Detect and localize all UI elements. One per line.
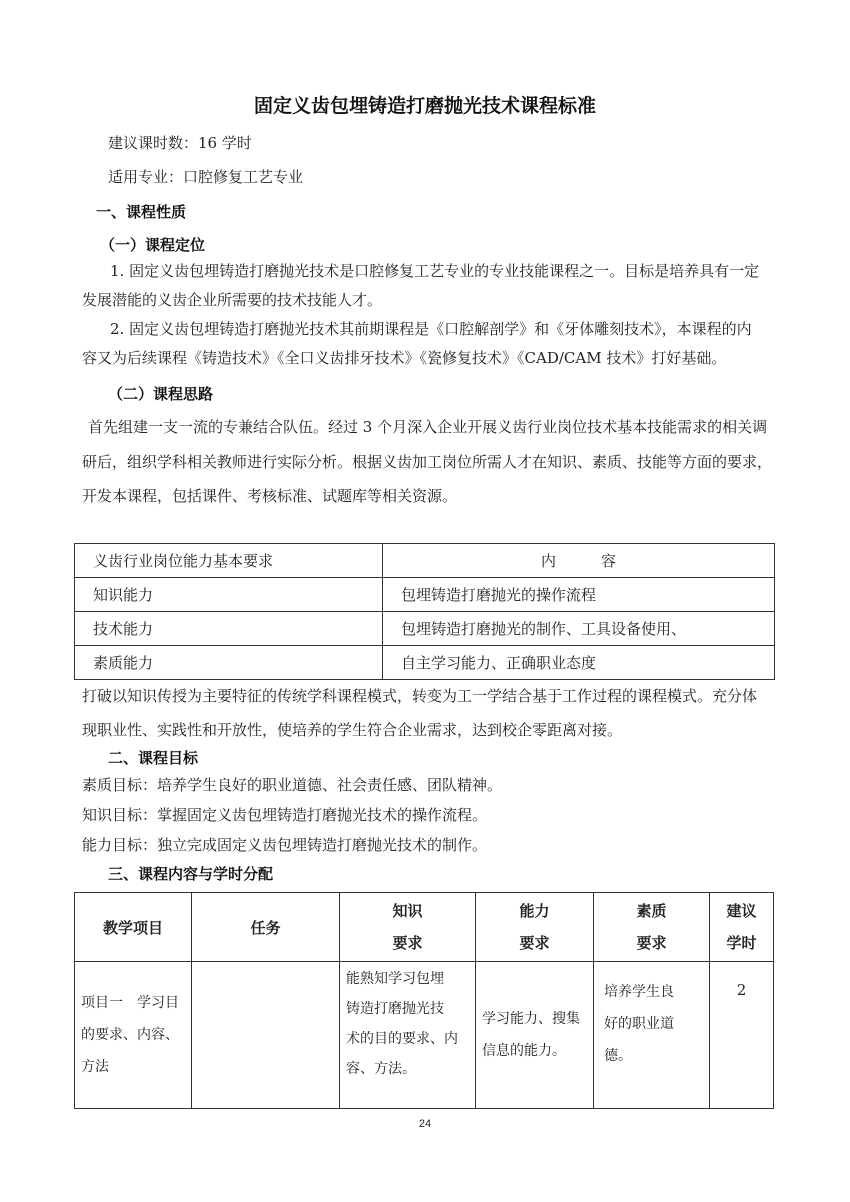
header-text: 素质 (636, 902, 667, 920)
table-header-cell (75, 893, 192, 962)
cell-line: 信息的能力。 (482, 1043, 566, 1059)
table-cell (594, 962, 710, 1109)
knowledge-goal: 知识目标：掌握固定义齿包埋铸造打磨抛光技术的操作流程。 (82, 806, 488, 824)
header-text: 要求 (636, 934, 667, 952)
section3-heading: 三、课程内容与学时分配 (108, 865, 274, 883)
quality-goal: 素质目标：培养学生良好的职业道德、社会责任感、团队精神。 (82, 776, 503, 794)
after-table-line1: 打破以知识传授为主要特征的传统学科课程模式，转变为工一学结合基于工作过程的课程模式。充分体 (82, 687, 758, 705)
table-cell: 素质能力 (75, 646, 383, 680)
table-header-cell: 义齿行业岗位能力基本要求 (75, 544, 383, 578)
table-row (75, 646, 775, 680)
table-header-cell: 内 容 (383, 544, 775, 578)
applicable-major: 适用专业：口腔修复工艺专业 (108, 168, 304, 186)
cell-line: 铸造打磨抛光技 (346, 1001, 444, 1017)
table-row (75, 612, 775, 646)
table-cell (192, 962, 340, 1109)
table-header-row (75, 544, 775, 578)
cell-line: 好的职业道 (604, 1016, 674, 1032)
table-header-cell (192, 893, 340, 962)
table-row (75, 962, 774, 1109)
cell-line: 学习能力、搜集 (482, 1011, 580, 1027)
positioning-p2-line1: 2. 固定义齿包埋铸造打磨抛光技术其前期课程是《口腔解剖学》和《牙体雕刻技术》，本课程的内 (110, 320, 752, 338)
cell-line: 德。 (604, 1048, 632, 1064)
table-header-cell (710, 893, 774, 962)
table-cell (340, 962, 476, 1109)
table-cell (476, 962, 594, 1109)
table-cell (710, 962, 774, 1109)
table-header-cell (594, 893, 710, 962)
table-cell: 自主学习能力、正确职业态度 (383, 646, 775, 680)
header-text: 要求 (519, 934, 550, 952)
table-cell: 包埋铸造打磨抛光的操作流程 (383, 578, 775, 612)
table-cell: 包埋铸造打磨抛光的制作、工具设备使用、 (383, 612, 775, 646)
course-schedule-table (74, 892, 774, 1109)
table-cell: 技术能力 (75, 612, 383, 646)
cell-line: 培养学生良 (604, 984, 674, 1000)
table-row (75, 578, 775, 612)
section1-sub1-heading: （一）课程定位 (100, 236, 206, 254)
table-cell: 知识能力 (75, 578, 383, 612)
header-text: 能力 (519, 902, 550, 920)
page-number: 24 (418, 1118, 432, 1130)
header-text: 任务 (250, 918, 281, 937)
positioning-p1-line1: 1. 固定义齿包埋铸造打磨抛光技术是口腔修复工艺专业的专业技能课程之一。目标是培养具有一定 (110, 262, 760, 280)
suggested-hours: 建议课时数：16 学时 (108, 134, 252, 152)
after-table-line2: 现职业性、实践性和开放性，使培养的学生符合企业需求，达到校企零距离对接。 (82, 721, 623, 739)
section2-heading: 二、课程目标 (108, 749, 199, 767)
cell-line: 方法 (81, 1059, 109, 1075)
table-cell (75, 962, 192, 1109)
cell-line: 能熟知学习包埋 (346, 971, 444, 987)
approach-line1: 首先组建一支一流的专兼结合队伍。经过 3 个月深入企业开展义齿行业岗位技术基本技能需求的相关调 (88, 418, 768, 436)
header-text: 要求 (392, 934, 423, 952)
approach-line2: 研后，组织学科相关教师进行实际分析。根据义齿加工岗位所需人才在知识、素质、技能等方面的要求， (82, 453, 773, 471)
section1-heading: 一、课程性质 (96, 203, 187, 221)
cell-line: 容、方法。 (346, 1061, 416, 1077)
hours-value: 2 (736, 981, 747, 999)
header-text: 建议 (726, 902, 757, 920)
table-header-cell (340, 893, 476, 962)
document-title: 固定义齿包埋铸造打磨抛光技术课程标准 (253, 95, 596, 117)
positioning-p2-line2: 容又为后续课程《铸造技术》《全口义齿排牙技术》《瓷修复技术》《CAD/CAM 技术》打好基础。 (82, 349, 727, 367)
header-text: 知识 (392, 902, 423, 920)
table-header-cell (476, 893, 594, 962)
ability-goal: 能力目标：独立完成固定义齿包埋铸造打磨抛光技术的制作。 (82, 836, 488, 854)
positioning-p1-line2: 发展潜能的义齿企业所需要的技术技能人才。 (82, 291, 383, 309)
cell-line: 项目一 学习目 (81, 995, 179, 1011)
approach-line3: 开发本课程，包括课件、考核标准、试题库等相关资源。 (82, 487, 458, 505)
table-header-row (75, 893, 774, 962)
ability-requirements-table (74, 543, 775, 680)
cell-line: 的要求、内容、 (81, 1027, 179, 1043)
header-text: 教学项目 (102, 918, 163, 937)
section1-sub2-heading: （二）课程思路 (108, 385, 214, 403)
cell-line: 术的目的要求、内 (346, 1031, 458, 1047)
header-text: 学时 (726, 934, 757, 952)
